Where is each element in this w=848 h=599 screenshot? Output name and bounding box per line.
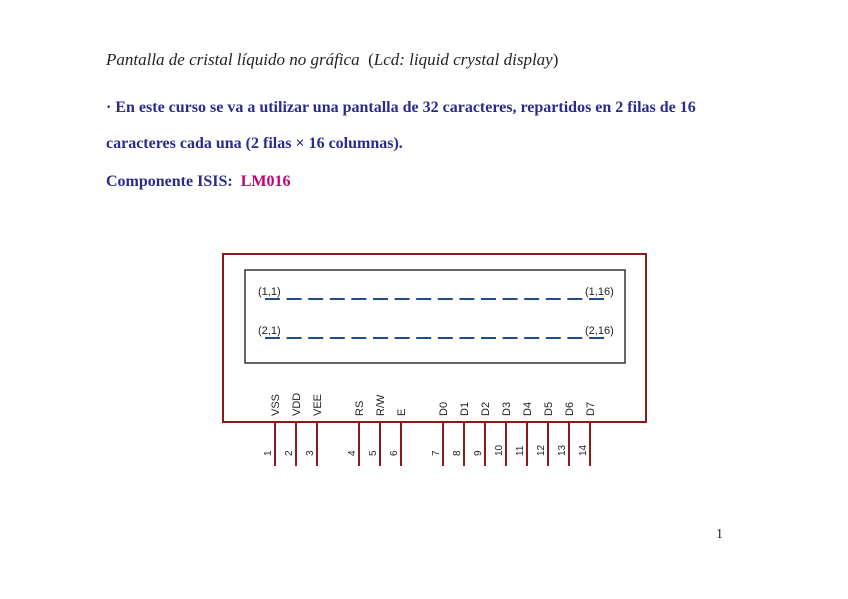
pin-name-label: VDD	[291, 392, 303, 416]
component-name: LM016	[240, 173, 291, 190]
pin-name-label: E	[396, 408, 408, 416]
description-line-1: · En este curso se va a utilizar una pantalla de 32 caracteres, repartidos en 2 filas de 16	[106, 99, 696, 116]
description-line-2: caracteres cada una (2 filas × 16 columnas).	[106, 135, 403, 152]
pin-name-label: D5	[543, 401, 555, 416]
pin-number-label: 12	[536, 444, 547, 456]
pin-name-label: D1	[459, 401, 471, 416]
page-number: 1	[716, 527, 723, 542]
pin-number-label: 10	[494, 444, 505, 456]
pin-number-label: 11	[515, 445, 526, 456]
row-2-start-label: (2,1)	[258, 325, 281, 337]
pin-number-label: 5	[368, 450, 379, 456]
title-main: Pantalla de cristal líquido no gráfica	[106, 50, 360, 69]
pin-number-label: 9	[473, 450, 484, 456]
pin-name-label: D3	[501, 401, 513, 416]
lcd-frame	[223, 254, 646, 422]
pin-name-label: VSS	[270, 393, 282, 416]
pin-number-label: 13	[557, 444, 568, 456]
row-2-end-label: (2,16)	[585, 325, 614, 337]
pin-number-label: 8	[452, 450, 463, 456]
title-paren-close: )	[552, 50, 559, 69]
pin-number-label: 1	[263, 450, 274, 456]
title-paren-open: (	[368, 50, 374, 69]
pin-number-label: 2	[284, 450, 295, 456]
row-1-end-label: (1,16)	[585, 286, 614, 298]
lcd-rows	[258, 286, 614, 338]
pin-name-label: R/W	[375, 394, 387, 416]
pin-number-label: 3	[305, 450, 316, 456]
pin-name-label: D4	[522, 401, 534, 416]
pin-number-label: 6	[389, 450, 400, 456]
component-label: Componente ISIS:	[106, 173, 233, 190]
row-1-start-label: (1,1)	[258, 286, 281, 298]
pin-name-label: RS	[354, 400, 366, 416]
pin-number-label: 14	[578, 444, 589, 456]
lcd-screen	[245, 270, 625, 363]
pin-name-label: D6	[564, 401, 576, 416]
pin-number-label: 4	[347, 450, 358, 456]
title-paren-text: Lcd: liquid crystal display	[373, 50, 553, 69]
pin-name-label: VEE	[312, 393, 324, 416]
pin-name-label: D0	[438, 401, 450, 416]
pin-name-label: D7	[585, 401, 597, 416]
lcd-pins	[263, 393, 597, 466]
pin-number-label: 7	[431, 450, 442, 456]
pin-name-label: D2	[480, 401, 492, 416]
